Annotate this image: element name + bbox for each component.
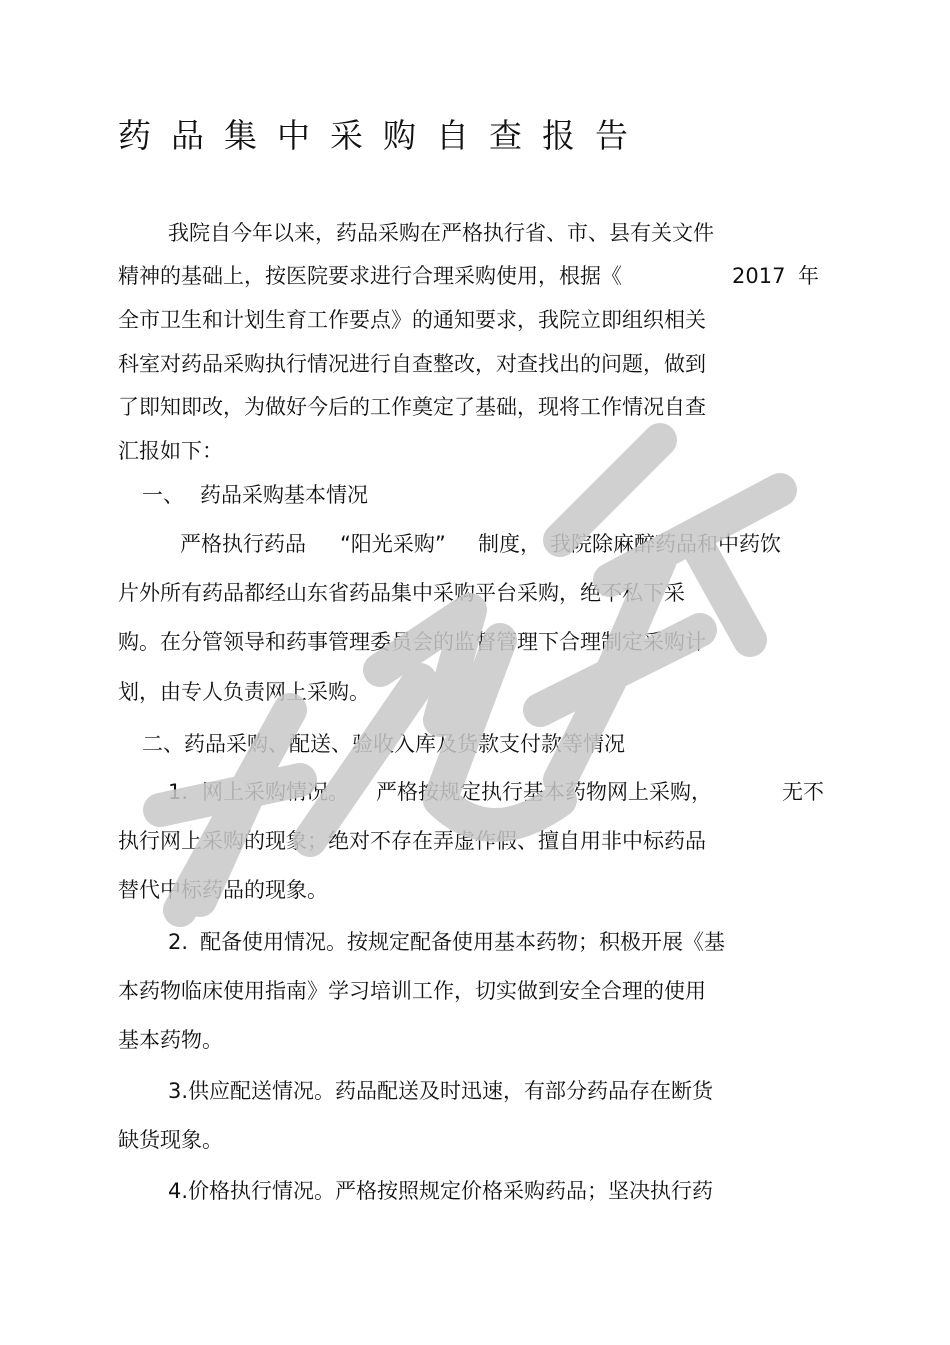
- item-number: 1.: [168, 780, 189, 804]
- section-heading-number: 一、: [142, 483, 184, 507]
- body-line: 4.价格执行情况。严格按照规定价格采购药品；坚决执行药: [168, 1179, 714, 1203]
- watermark-stroke: [700, 550, 750, 640]
- body-line: 2017: [732, 264, 786, 288]
- body-line: 汇报如下：: [118, 439, 223, 463]
- title-char: 药: [118, 116, 151, 155]
- body-line: 划，由专人负责网上采购。: [118, 680, 370, 704]
- document-title: [118, 112, 628, 160]
- title-char: 购: [383, 116, 416, 155]
- body-line: 购。在分管领导和药事管理委员会的监督管理下合理制定采购计: [118, 630, 706, 654]
- title-char: 中: [277, 116, 310, 155]
- title-char: 自: [436, 116, 469, 155]
- body-line: 严格按规定执行基本药物网上采购，: [376, 780, 712, 804]
- body-line: 年: [798, 264, 819, 288]
- body-line: 我院自今年以来，药品采购在严格执行省、市、县有关文件: [168, 221, 714, 245]
- watermark-stroke: [440, 640, 500, 800]
- body-line: 执行网上采购的现象；绝对不存在弄虚作假、擅自用非中标药品: [118, 829, 706, 853]
- section-heading: 二、药品采购、配送、验收入库及货款支付款等情况: [142, 732, 625, 756]
- body-line: “阳光采购”: [340, 532, 446, 556]
- title-char: 告: [595, 116, 628, 155]
- body-line: 严格执行药品: [180, 532, 306, 556]
- body-line: 网上采购情况。: [202, 780, 349, 804]
- section-heading: 药品采购基本情况: [200, 483, 368, 507]
- title-char: 报: [542, 116, 575, 155]
- body-line: 制度，: [478, 532, 541, 556]
- title-char: 集: [224, 116, 257, 155]
- watermark-stroke: [560, 440, 660, 540]
- title-char: 采: [330, 116, 363, 155]
- body-line: 配备使用情况。按规定配备使用基本药物；积极开展《基: [200, 930, 725, 954]
- body-line: 了即知即改，为做好今后的工作奠定了基础，现将工作情况自查: [118, 395, 706, 419]
- body-line: 无不: [782, 780, 824, 804]
- body-line: 本药物临床使用指南》学习培训工作，切实做到安全合理的使用: [118, 979, 706, 1003]
- body-line: 替代中标药品的现象。: [118, 878, 328, 902]
- body-line: 基本药物。: [118, 1028, 223, 1052]
- title-char: 查: [489, 116, 522, 155]
- body-line: 3.供应配送情况。药品配送及时迅速，有部分药品存在断货: [168, 1079, 714, 1103]
- body-line: 科室对药品采购执行情况进行自查整改，对查找出的问题，做到: [118, 352, 706, 376]
- body-line: 全市卫生和计划生育工作要点》的通知要求，我院立即组织相关: [118, 308, 706, 332]
- body-line: 我院除麻醉药品和中药饮: [550, 532, 781, 556]
- body-line: 精神的基础上，按医院要求进行合理采购使用，根据《: [118, 264, 622, 288]
- item-number: 2.: [168, 930, 189, 954]
- body-line: 缺货现象。: [118, 1128, 223, 1152]
- title-char: 品: [171, 116, 204, 155]
- body-line: 片外所有药品都经山东省药品集中采购平台采购，绝不私下采: [118, 581, 685, 605]
- watermark-graphic: [140, 380, 840, 940]
